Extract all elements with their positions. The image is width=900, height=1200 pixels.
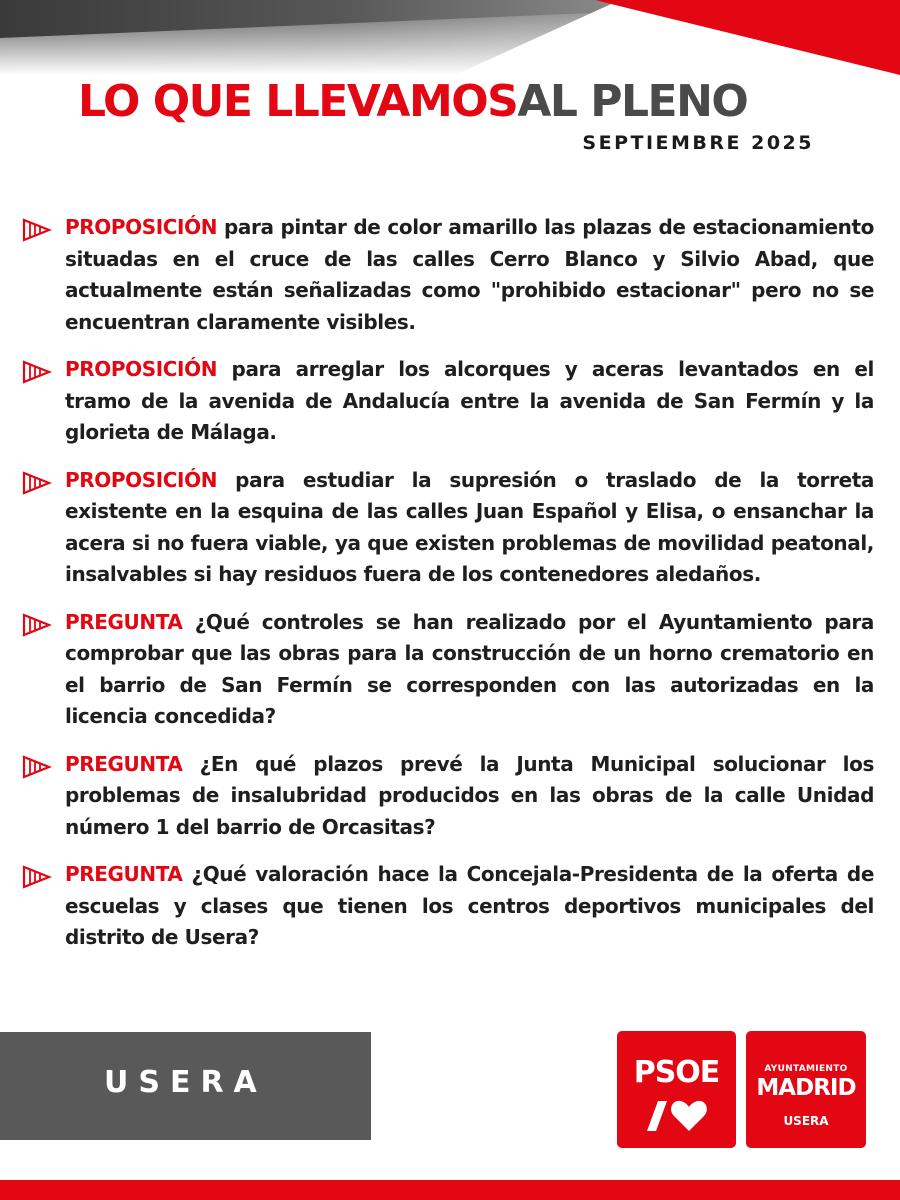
arrow-bullet-icon — [22, 471, 52, 495]
arrow-bullet-icon — [22, 218, 52, 242]
arrow-bullet-icon — [22, 613, 52, 637]
logo-usera-text: USERA — [783, 1114, 829, 1128]
item-type: PREGUNTA — [65, 862, 183, 886]
list-item — [22, 465, 874, 591]
psoe-logo — [617, 1031, 736, 1148]
agenda-list — [22, 212, 874, 970]
list-item — [22, 859, 874, 954]
psoe-logo-text: PSOE — [633, 1055, 720, 1090]
arrow-bullet-icon — [22, 865, 52, 889]
subtitle-date: SEPTIEMBRE 2025 — [582, 132, 814, 154]
item-type: PROPOSICIÓN — [65, 467, 218, 492]
item-description: para estudiar la supresión o traslado de la torreta existente en la esquina de las calles Juan Español y Elisa, o ensanchar la acera si no fuera viable, ya que existen problemas de movilidad peatonal, insalvables si hay residuos fuera de los contenedores aledaños. — [65, 467, 874, 586]
item-description: ¿Qué valoración hace la Concejala-Presidenta de la oferta de escuelas y clases que tienen los centros deportivos municipales del distrito de Usera? — [65, 862, 874, 949]
arrow-bullet-icon — [22, 755, 52, 779]
page-title — [78, 72, 818, 132]
top-decoration — [0, 0, 900, 75]
bottom-bar — [0, 1180, 900, 1200]
title-gray-part: AL PLENO — [517, 76, 748, 127]
district-label: USERA — [104, 1065, 267, 1100]
logo-ayuntamiento-text: AYUNTAMIENTO — [764, 1064, 848, 1074]
ayuntamiento-madrid-logo — [746, 1031, 866, 1148]
item-type: PROPOSICIÓN — [65, 215, 218, 239]
item-type: PREGUNTA — [65, 609, 183, 634]
list-item — [22, 607, 874, 733]
list-item — [22, 749, 874, 844]
item-description: ¿En qué plazos prevé la Junta Municipal solucionar los problemas de insalubridad producidos en las obras de la calle Unidad número 1 del barrio de Orcasitas? — [65, 751, 874, 839]
item-description: para arreglar los alcorques y aceras levantados en el tramo de la avenida de Andalucía entre la avenida de San Fermín y la glorieta de Málaga. — [65, 357, 874, 444]
item-description: para pintar de color amarillo las plazas de estacionamiento situadas en el cruce de las calles Cerro Blanco y Silvio Abad, que actualmente están señalizadas como "prohibido estacionar" pero no se encuentran claramente visibles. — [65, 215, 874, 334]
slash-heart-icon — [641, 1097, 713, 1133]
list-item — [22, 354, 874, 449]
title-red-part: LO QUE LLEVAMOS — [78, 76, 518, 127]
item-type: PROPOSICIÓN — [65, 357, 218, 381]
item-description: ¿Qué controles se han realizado por el Ayuntamiento para comprobar que las obras para la construcción de un horno crematorio en el barrio de San Fermín se corresponden con las autorizadas en la licencia concedida? — [65, 609, 874, 728]
list-item — [22, 212, 874, 338]
logo-madrid-text: MADRID — [756, 1075, 856, 1101]
arrow-bullet-icon — [22, 360, 52, 384]
item-type: PREGUNTA — [65, 751, 183, 776]
